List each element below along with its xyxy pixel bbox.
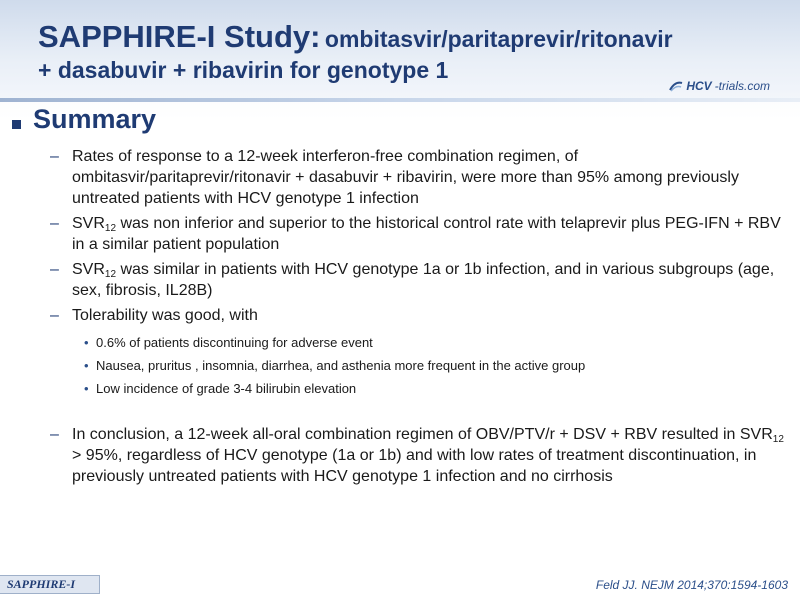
point-text: Rates of response to a 12-week interferon-free combination regimen, of ombitasvir/paritaprevir/ritonavir + dasabuvir + ribavirin, were more than 95% among previously untreated patients with HCV genotype 1 infection <box>72 148 739 207</box>
dot-bullet-icon: • <box>84 381 89 396</box>
header-divider <box>0 98 800 102</box>
citation-reference: Feld JJ. NEJM 2014;370:1594-1603 <box>595 578 788 592</box>
summary-subpoint <box>50 357 790 375</box>
dash-bullet-icon: – <box>50 261 59 278</box>
conclusion-point <box>50 424 790 487</box>
summary-content <box>50 146 790 491</box>
dash-bullet-icon: – <box>50 148 59 165</box>
title-subtitle-line2: + dasabuvir + ribavirin for genotype 1 <box>38 57 449 83</box>
point-text-post: was non inferior and superior to the historical control rate with telaprevir plus PEG-IFN + RBV in a similar patient population <box>72 215 781 253</box>
hcv-trials-logo <box>669 79 770 93</box>
subpoint-text: Nausea, pruritus , insomnia, diarrhea, and asthenia more frequent in the active group <box>96 358 586 373</box>
dot-bullet-icon: • <box>84 358 89 373</box>
dash-bullet-icon: – <box>50 215 59 232</box>
dash-bullet-icon: – <box>50 307 59 324</box>
summary-point <box>50 146 790 209</box>
summary-point <box>50 259 790 301</box>
dot-bullet-icon: • <box>84 335 89 350</box>
point-text-pre: SVR <box>72 261 105 278</box>
study-tag: SAPPHIRE-I <box>0 575 100 594</box>
slide-title <box>38 20 758 83</box>
title-main: SAPPHIRE-I Study: <box>38 19 321 54</box>
point-subscript: 12 <box>104 223 117 234</box>
summary-subpoint <box>50 334 790 352</box>
square-bullet-icon <box>12 120 21 129</box>
logo-text-rest: -trials.com <box>714 79 770 93</box>
summary-heading: Summary <box>33 104 157 134</box>
logo-text-bold: HCV <box>686 79 712 93</box>
point-text-post: was similar in patients with HCV genotype 1a or 1b infection, and in various subgroups (age, sex, fibrosis, IL28B) <box>72 261 775 299</box>
slide-header <box>0 0 800 100</box>
point-text-pre: SVR <box>72 215 105 232</box>
summary-point <box>50 213 790 255</box>
point-text: Tolerability was good, with <box>72 307 258 324</box>
summary-point <box>50 305 790 326</box>
dash-bullet-icon: – <box>50 426 59 443</box>
subpoint-text: 0.6% of patients discontinuing for adverse event <box>96 335 373 350</box>
conclusion-subscript: 12 <box>772 434 784 445</box>
logo-swoosh-icon <box>669 80 683 92</box>
point-subscript: 12 <box>104 269 117 280</box>
title-subtitle-line1: ombitasvir/paritaprevir/ritonavir <box>324 26 673 52</box>
summary-subpoint <box>50 380 790 398</box>
conclusion-text-post: > 95%, regardless of HCV genotype (1a or 1b) and with low rates of treatment discontinuation, in previously untreated patients with HCV genotype 1 infection and no cirrhosis <box>72 447 757 485</box>
subpoint-text: Low incidence of grade 3-4 bilirubin elevation <box>96 381 357 396</box>
conclusion-text-pre: In conclusion, a 12-week all-oral combination regimen of OBV/PTV/r + DSV + RBV resulted in SVR <box>72 426 773 443</box>
